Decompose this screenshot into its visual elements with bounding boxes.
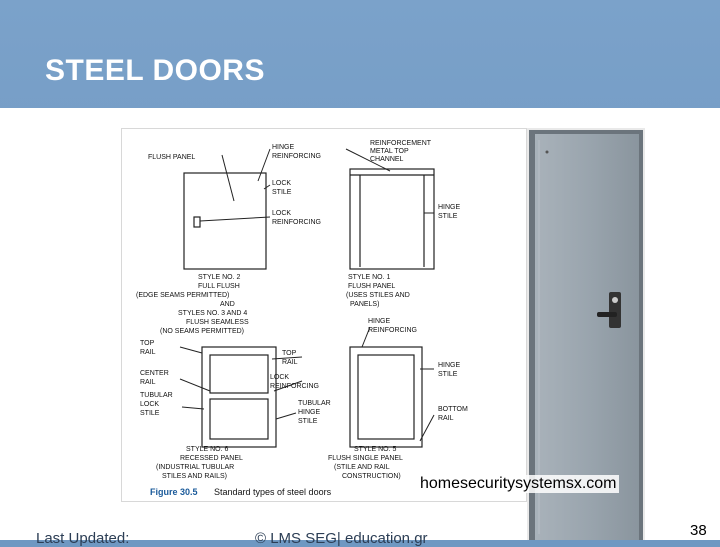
style5-panel <box>358 355 414 439</box>
label-reinforcement-2: METAL TOP <box>370 148 409 155</box>
label-top-rail-1b: RAIL <box>140 349 156 356</box>
label-tubular-lock: TUBULAR <box>140 392 173 399</box>
label-lock-reinf-1: LOCK <box>272 210 292 217</box>
label-tubular-lock-c: STILE <box>140 410 160 417</box>
label-reinforcement-1: REINFORCEMENT <box>370 140 432 147</box>
style6-upper-panel <box>210 355 268 393</box>
style1-door-outline <box>350 169 434 269</box>
label-reinforcement-3: CHANNEL <box>370 156 404 163</box>
label-hinge-1b: REINFORCING <box>272 153 321 160</box>
label-lock-reinf-1b: REINFORCING <box>272 219 321 226</box>
label-style1-2: FLUSH PANEL <box>348 283 396 290</box>
label-style6-1: STYLE NO. 6 <box>186 446 229 453</box>
label-hinge-stile-2b: STILE <box>438 371 458 378</box>
steel-doors-figure <box>121 128 527 502</box>
style6-door-outline <box>202 347 276 447</box>
door-cylinder <box>612 297 618 303</box>
label-style6-2: RECESSED PANEL <box>180 455 243 462</box>
slide-title: STEEL DOORS <box>45 54 265 87</box>
style2-lock <box>194 217 200 227</box>
door-screw <box>546 151 549 154</box>
label-lock-stile: LOCK <box>272 180 292 187</box>
label-style2-2: FULL FLUSH <box>198 283 240 290</box>
figure-caption-text: Standard types of steel doors <box>214 487 332 497</box>
style2-door-outline <box>184 173 266 269</box>
label-top-rail-2b: RAIL <box>282 359 298 366</box>
label-hinge-reinf-2b: REINFORCING <box>368 327 417 334</box>
label-hinge-stile-1: HINGE <box>438 204 461 211</box>
label-lock-reinf-2: LOCK <box>270 374 290 381</box>
figure-drawing <box>122 129 526 501</box>
label-top-rail-1: TOP <box>140 340 155 347</box>
label-lock-stile-b: STILE <box>272 189 292 196</box>
label-tubular-hinge-b: HINGE <box>298 409 321 416</box>
label-lock-reinf-2b: REINFORCING <box>270 383 319 390</box>
figure-caption-label: Figure 30.5 <box>150 487 198 497</box>
label-style6-4: STILES AND RAILS) <box>162 473 227 480</box>
label-hinge-stile-1b: STILE <box>438 213 458 220</box>
label-style2-1: STYLE NO. 2 <box>198 274 241 281</box>
label-style2-3: (EDGE SEAMS PERMITTED) <box>136 292 230 299</box>
label-bottom-rail: BOTTOM <box>438 406 468 413</box>
label-top-rail-2: TOP <box>282 350 297 357</box>
label-style1-1: STYLE NO. 1 <box>348 274 391 281</box>
label-style5-1: STYLE NO. 5 <box>354 446 397 453</box>
style5-door-outline <box>350 347 422 447</box>
label-center-rail-b: RAIL <box>140 379 156 386</box>
label-style5-2: FLUSH SINGLE PANEL <box>328 455 403 462</box>
label-style1-4: PANELS) <box>350 301 380 308</box>
footer-copyright: © LMS SEG| education.gr <box>255 530 428 547</box>
label-tubular-lock-b: LOCK <box>140 401 160 408</box>
label-style2-4: AND <box>220 301 235 308</box>
label-style2-6: FLUSH SEAMLESS <box>186 319 249 326</box>
label-style1-3: (USES STILES AND <box>346 292 410 299</box>
label-style6-3: (INDUSTRIAL TUBULAR <box>156 464 235 471</box>
label-tubular-hinge-c: STILE <box>298 418 318 425</box>
style6-lower-panel <box>210 399 268 439</box>
door-lever-handle <box>597 312 617 317</box>
label-center-rail: CENTER <box>140 370 169 377</box>
label-style5-3: (STILE AND RAIL <box>334 464 390 471</box>
label-style2-5: STYLES NO. 3 AND 4 <box>178 310 248 317</box>
label-hinge-reinf-2: HINGE <box>368 318 391 325</box>
label-flush-panel: FLUSH PANEL <box>148 154 196 161</box>
label-style2-7: (NO SEAMS PERMITTED) <box>160 328 245 335</box>
label-hinge-1: HINGE <box>272 144 295 151</box>
label-bottom-rail-b: RAIL <box>438 415 454 422</box>
page-number: 38 <box>690 522 707 539</box>
watermark-text: homesecuritysystemsx.com <box>420 475 617 492</box>
label-hinge-stile-2: HINGE <box>438 362 461 369</box>
footer-last-updated: Last Updated: <box>36 530 130 547</box>
label-tubular-hinge: TUBULAR <box>298 400 331 407</box>
label-style5-4: CONSTRUCTION) <box>342 473 401 480</box>
